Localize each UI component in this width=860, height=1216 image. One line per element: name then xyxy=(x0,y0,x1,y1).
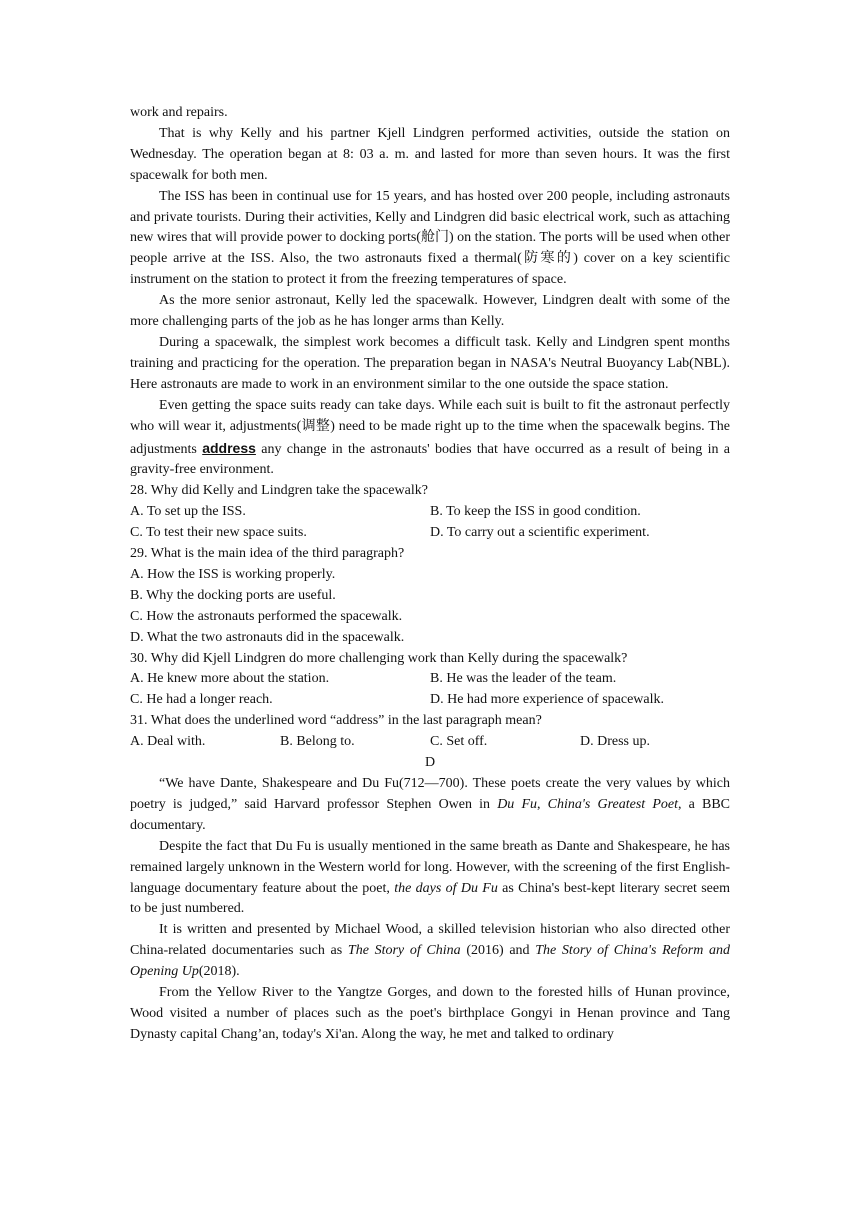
italic-title: Du Fu xyxy=(497,796,537,812)
section-label: D xyxy=(424,755,436,771)
text-run: Despite the fact that Du Fu is usually mentioned in the same breath as Dante and Shakespeare, he has remained largely unknown in the Western world for long. However, with the screening of the first English-language documentary feature about the poet, xyxy=(130,838,730,896)
options-row xyxy=(130,502,730,523)
text-run: It is written and presented by Michael Wood, a skilled television historian who also directed other China-related documentaries such as xyxy=(130,922,730,959)
option: C. Set off. xyxy=(430,734,488,750)
paragraph xyxy=(130,774,730,837)
text-run: Even getting the space suits ready can take days. While each suit is built to fit the astronaut perfectly who will wear it, adjustments(调整) need to be made right up to the time when the spacewalk begins. The adjustments xyxy=(130,397,730,457)
option: D. Dress up. xyxy=(580,734,650,750)
paragraph: During a spacewalk, the simplest work becomes a difficult task. Kelly and Lindgren spent months training and practicing for the operation. The preparation began in NASA's Neutral Buoyancy Lab(NBL). Here astronauts are made to work in an environment similar to the one outside the space station. xyxy=(130,334,730,392)
option: B. Belong to. xyxy=(280,734,355,750)
option: B. To keep the ISS in good condition. xyxy=(430,504,641,520)
options-row xyxy=(130,523,730,544)
question-stem: 31. What does the underlined word “address” in the last paragraph mean? xyxy=(130,713,542,729)
text-run: , a BBC documentary. xyxy=(130,796,731,833)
option: D. He had more experience of spacewalk. xyxy=(430,692,665,708)
question-stem: 28. Why did Kelly and Lindgren take the spacewalk? xyxy=(130,483,428,499)
paragraph: The ISS has been in continual use for 15 years, and has hosted over 200 people, including astronauts and private tourists. During their activities, Kelly and Lindgren did basic electrical work, such as attaching new wires that will provide power to docking ports(舱门) on the station. The ports will be used when other people arrive at the ISS. Also, the two astronauts fixed a thermal(防寒的) cover on a key scientific instrument on the station to protect it from the freezing temperatures of space. xyxy=(130,188,730,288)
option: D. What the two astronauts did in the spacewalk. xyxy=(130,629,405,645)
paragraph: From the Yellow River to the Yangtze Gorges, and down to the forested hills of Hunan province, Wood visited a number of places such as the poet's birthplace Gongyi in Henan province and Tang Dynasty capital Chang’an, today's Xi'an. Along the way, he met and talked to ordinary xyxy=(130,985,730,1042)
paragraph xyxy=(130,837,730,921)
italic-title: The Story of China's Reform and Opening Up xyxy=(130,943,731,980)
option: C. How the astronauts performed the spacewalk. xyxy=(130,608,403,624)
underlined-word: address xyxy=(202,439,256,456)
paragraph xyxy=(130,396,730,482)
paragraph: As the more senior astronaut, Kelly led the spacewalk. However, Lindgren dealt with some of the more challenging parts of the job as he has longer arms than Kelly. xyxy=(130,293,730,330)
text-run: , xyxy=(537,796,548,812)
italic-title: The Story of China xyxy=(347,943,461,959)
option: A. How the ISS is working properly. xyxy=(130,566,336,582)
text-run: as China's best-kept literary secret seem to be just numbered. xyxy=(130,880,730,917)
option: A. He knew more about the station. xyxy=(130,671,330,687)
document-page xyxy=(130,103,730,1046)
italic-title: the days of Du Fu xyxy=(394,880,498,896)
option: D. To carry out a scientific experiment. xyxy=(430,525,650,541)
option: B. He was the leader of the team. xyxy=(430,671,617,687)
option: A. Deal with. xyxy=(130,734,206,750)
options-row xyxy=(130,669,730,690)
option: C. To test their new space suits. xyxy=(130,525,307,541)
paragraph: work and repairs. xyxy=(130,105,228,120)
option: A. To set up the ISS. xyxy=(130,504,246,520)
options-row xyxy=(130,732,730,753)
paragraph xyxy=(130,920,730,983)
question-stem: 29. What is the main idea of the third paragraph? xyxy=(130,546,405,562)
text-run: “We have Dante, Shakespeare and Du Fu(712—700). These poets create the very values by which poetry is judged,” said Harvard professor Stephen Owen in xyxy=(130,776,730,812)
option: B. Why the docking ports are useful. xyxy=(130,587,336,603)
text-run: (2016) and xyxy=(460,943,536,959)
text-run: any change in the astronauts' bodies that have occurred as a result of being in a gravity-free environment. xyxy=(130,441,730,478)
option: C. He had a longer reach. xyxy=(130,692,273,708)
paragraph: That is why Kelly and his partner Kjell Lindgren performed activities, outside the station on Wednesday. The operation began at 8: 03 a. m. and lasted for more than seven hours. It was the first spacewalk for both men. xyxy=(130,125,730,183)
question-stem: 30. Why did Kjell Lindgren do more challenging work than Kelly during the spacewalk? xyxy=(130,650,628,666)
text-run: (2018). xyxy=(198,964,240,980)
options-row xyxy=(130,690,730,711)
italic-title: China's Greatest Poet xyxy=(547,796,678,812)
